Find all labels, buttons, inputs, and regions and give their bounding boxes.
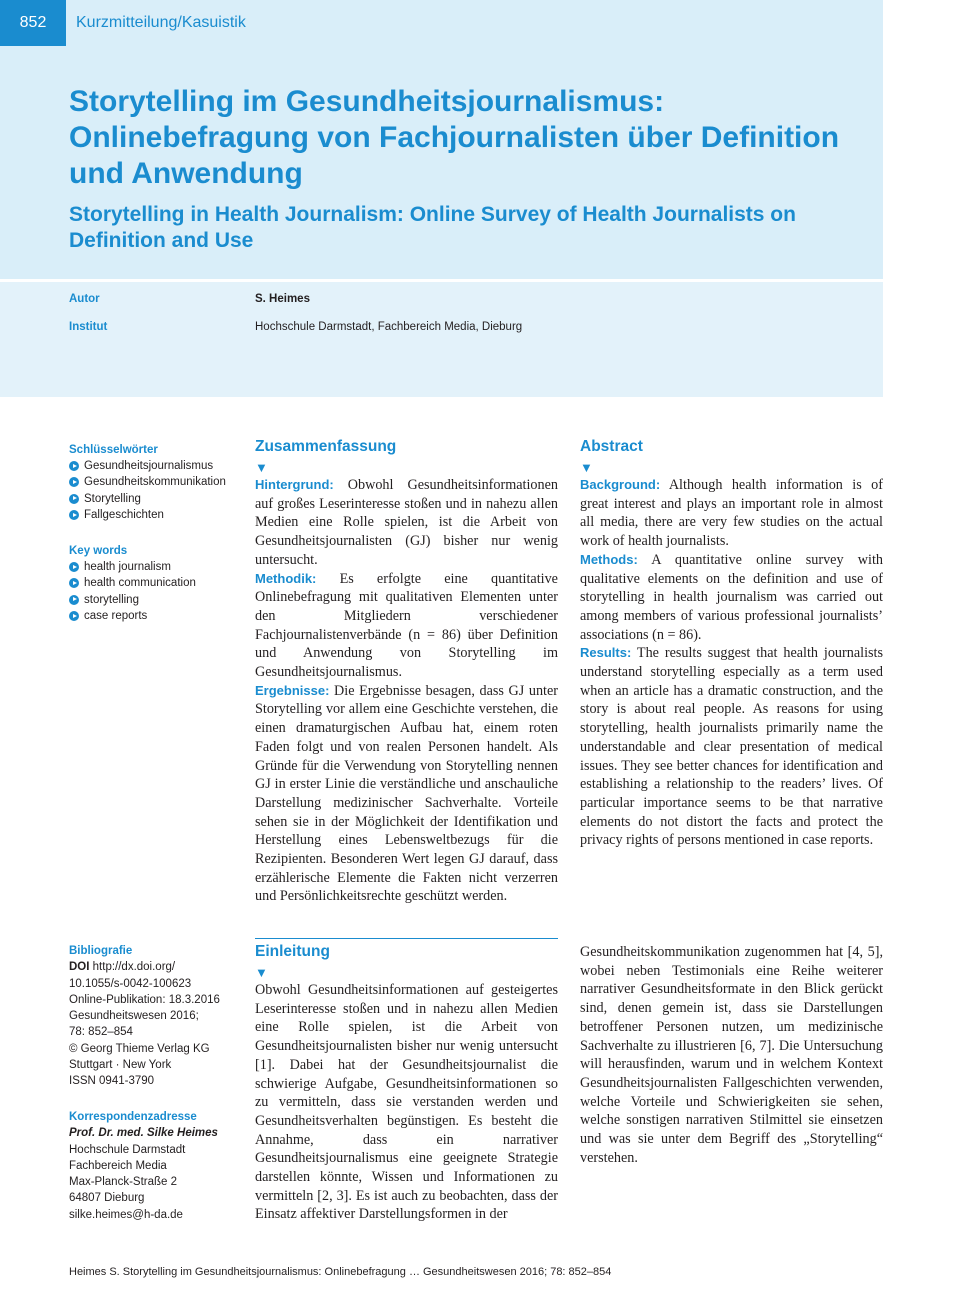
author-label: Autor <box>69 293 100 305</box>
triangle-down-icon: ▼ <box>255 460 268 475</box>
copyright-line: © Georg Thieme Verlag KG <box>69 1042 210 1055</box>
bibliografie <box>69 943 244 1090</box>
results-text: The results suggest that health journalists understand storytelling especially as a term used when an article has a dramatic construction, and the story is about real people. As reasons for using storytelling, health journalists primarily name the understandable and clear presentation of medical issues. They see better chances for identification and establishing a relationship to the readers’ lives. Of particular importance seems to be that narrative elements do not distort the facts and protect the privacy rights of persons mentioned in case reports. <box>580 645 883 849</box>
keyword-item: health communication <box>69 575 244 591</box>
abstract-heading: Abstract <box>580 438 643 455</box>
place-line: Stuttgart · New York <box>69 1059 172 1072</box>
arrow-bullet-icon <box>69 510 79 520</box>
keywords-en-heading: Key words <box>69 545 128 557</box>
triangle-down-icon: ▼ <box>255 965 268 980</box>
methodik-label: Methodik: <box>255 570 317 586</box>
methods-text: A quantitative online survey with qualitative elements on the definition and use of storytelling in health journalism was carried out among members of various professional journalists’ associations (n = 86). <box>580 551 884 643</box>
journal-line: Gesundheitswesen 2016; <box>69 1010 199 1023</box>
background-text: Although health information is of great interest and plays an important role in almost all media, there are very few studies on the actual work of health journalists. <box>580 477 884 550</box>
issn-line: ISSN 0941-3790 <box>69 1075 155 1088</box>
arrow-bullet-icon <box>69 562 79 572</box>
arrow-bullet-icon <box>69 578 79 588</box>
title-german: Storytelling im Gesundheitsjournalismus: Onlinebefragung von Fachjournalisten über Definition und Anwendung <box>69 85 840 190</box>
arrow-bullet-icon <box>69 595 79 605</box>
arrow-bullet-icon <box>69 461 79 471</box>
keyword-item: Fallgeschichten <box>69 507 244 523</box>
einleitung-col1: Obwohl Gesundheitsinformationen auf gesteigertes Leserinteresse stoßen und in nahezu allen Medien eine Rolle spielen, ist die Arbeit von Gesundheitsjournalisten bisher nur wenig untersucht [1]. Dabei hat der Gesundheitsjournalist die schwierige Aufgabe, Gesundheitsinformationen so zu vermitteln, dass sie verstanden werden und Gesundheitsverhalten begünstigen. Es besteht die Annahme, dass ein narrativer Gesundheitsjournalismus eine geeignete Strategie darstellen könnte, Wissen und Informationen zu vermitteln [2, 3]. Es ist auch zu beobachten, dass der Einsatz affektiver Darstellungsformen in der <box>255 982 558 1223</box>
results-label: Results: <box>580 645 632 661</box>
address-line: Fachbereich Media <box>69 1159 167 1172</box>
einleitung-heading: Einleitung <box>255 943 330 960</box>
keyword-item: Gesundheitskommunikation <box>69 474 244 490</box>
keyword-item: Gesundheitsjournalismus <box>69 458 244 474</box>
address-line: Max-Planck-Straße 2 <box>69 1176 178 1189</box>
korrespondenz <box>69 1109 244 1223</box>
abstract-text <box>580 476 883 850</box>
methodik-text: Es erfolgte eine quantitative Onlinebefragung mit qualitativen Elementen unter den Mitgliedern verschiedener Fachjournalistenverbände (n = 86) über Definition und Anwendung von Storytelling im Gesundheitsjournalismus. <box>255 570 558 681</box>
keywords-en <box>69 543 244 625</box>
section-label: Kurzmitteilung/Kasuistik <box>76 14 246 31</box>
address-line: Hochschule Darmstadt <box>69 1143 186 1156</box>
keyword-item: health journalism <box>69 559 244 575</box>
doi-label: DOI <box>69 961 90 974</box>
arrow-bullet-icon <box>69 477 79 487</box>
keywords-de-heading: Schlüsselwörter <box>69 444 158 456</box>
correspondent-name: Prof. Dr. med. Silke Heimes <box>69 1127 218 1140</box>
doi-suffix: 10.1055/s-0042-100623 <box>69 977 192 990</box>
hintergrund-text: Obwohl Gesundheitsinformationen auf großes Leserinteresse stoßen und in nahezu allen Medien eine Rolle spielen, ist die Arbeit von Gesundheitsjournalisten (GJ) bisher nur wenig untersucht. <box>255 477 559 568</box>
einleitung-col2: Gesundheitskommunikation zugenommen hat [4, 5], wobei neben Testimonials eine Reihe weiterer narrativer Gesundheitsformate in den Blick gerückt sind, denen gemein ist, dass sie Darstellungen betroffener Personen nutzen, um medizinische Sachverhalte zu illustrieren [6, 7]. Die Untersuchung will herausfinden, warum und in welchem Kontext Gesundheitsjournalisten Fallgeschichten verwenden, welche Vorteile und Schwierigkeiten sie sehen, welche sonstigen narrativen Stilmittel sie einsetzen und was sie unter dem Begriff des „Storytelling“ verstehen. <box>580 944 883 1166</box>
hintergrund-label: Hintergrund: <box>255 477 334 492</box>
author-name: S. Heimes <box>255 293 310 305</box>
doi-link[interactable]: http://dx.doi.org/ <box>92 961 176 974</box>
keyword-item: Storytelling <box>69 491 244 507</box>
einleitung-rule <box>255 938 558 939</box>
bibliografie-heading: Bibliografie <box>69 945 133 957</box>
institute-name: Hochschule Darmstadt, Fachbereich Media, Dieburg <box>255 321 523 333</box>
title-english: Storytelling in Health Journalism: Online Survey of Health Journalists on Definition and Use <box>69 203 796 252</box>
ergebnisse-text: Die Ergebnisse besagen, dass GJ unter Storytelling vor allem eine Geschichte verstehen, die einen dramaturgischen Aufbau hat, einem roten Faden folgt und von realen Personen handelt. Als Gründe für die Verwendung von Storytelling nennen GJ in erster Linie die verständliche und anschauliche Darstellung medizinischer Sachverhalte. Vorteile sehen sie in der Möglichkeit der Identifikation und Herstellung eines Lebensweltbezugs für die Rezipienten. Besonderen Wert legen GJ darauf, dass erzählerische Elemente die Fakten nicht verzerren und Persönlichkeitsrechte geschützt werden. <box>255 682 559 905</box>
keyword-item: storytelling <box>69 592 244 608</box>
page-footer: Heimes S. Storytelling im Gesundheitsjournalismus: Onlinebefragung … Gesundheitswesen 2016; 78: 852–854 <box>69 1266 612 1278</box>
ergebnisse-label: Ergebnisse: <box>255 682 330 698</box>
methods-label: Methods: <box>580 551 638 567</box>
zusammenfassung-text <box>255 476 558 906</box>
meta-block <box>0 282 883 397</box>
online-publication: Online-Publikation: 18.3.2016 <box>69 993 220 1006</box>
page-number: 852 <box>0 0 66 46</box>
arrow-bullet-icon <box>69 494 79 504</box>
institute-label: Institut <box>69 321 108 333</box>
zusammenfassung-heading: Zusammenfassung <box>255 438 397 455</box>
pages-line: 78: 852–854 <box>69 1026 133 1039</box>
triangle-down-icon: ▼ <box>580 460 593 475</box>
keyword-item: case reports <box>69 608 244 624</box>
arrow-bullet-icon <box>69 611 79 621</box>
keywords-de <box>69 442 244 524</box>
email-link[interactable]: silke.heimes@h-da.de <box>69 1208 183 1221</box>
korrespondenz-heading: Korrespondenzadresse <box>69 1111 197 1123</box>
background-label: Background: <box>580 477 661 492</box>
address-line: 64807 Dieburg <box>69 1192 145 1205</box>
